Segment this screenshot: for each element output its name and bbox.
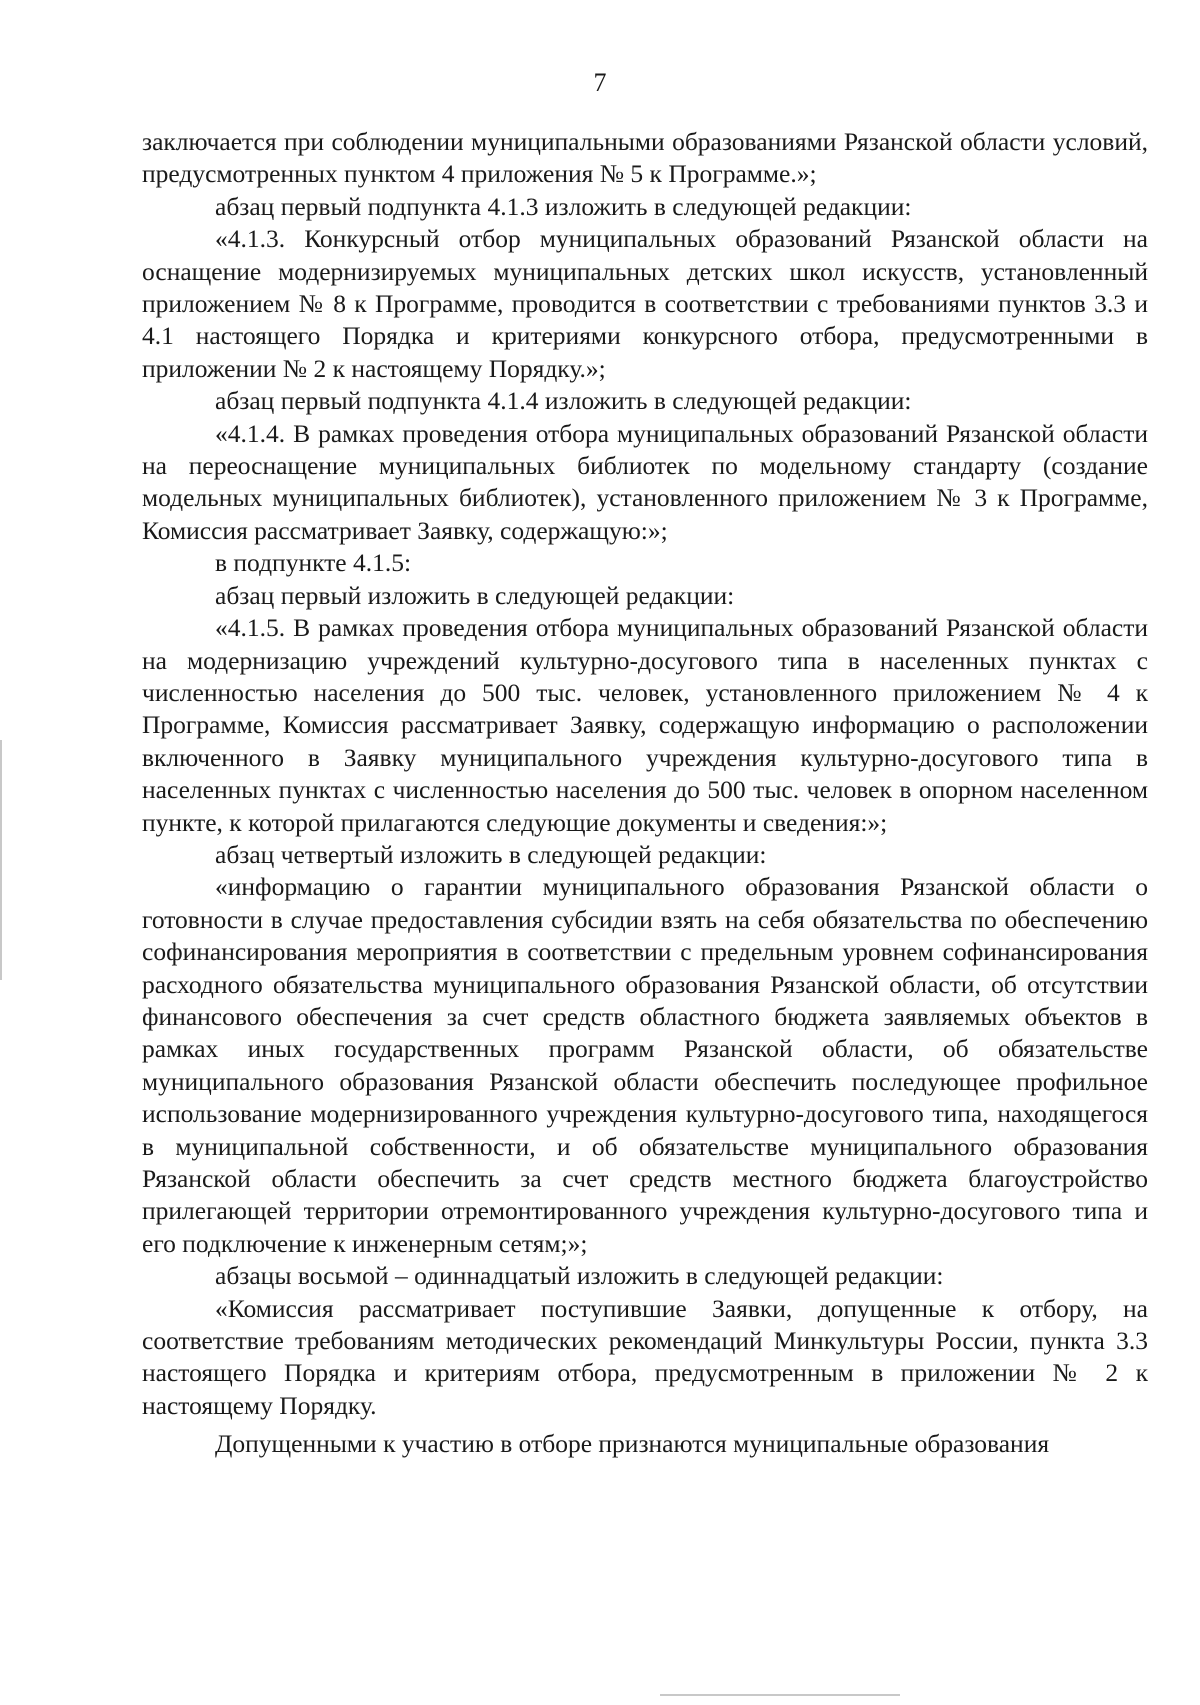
paragraph: заключается при соблюдении муниципальными образованиями Рязанской области условий, предусмотренных пунктом 4 приложения № 5 к Программе.»; [142, 127, 1148, 189]
paragraph: «4.1.3. Конкурсный отбор муниципальных образований Рязанской области на оснащение модернизируемых муниципальных детских школ искусств, установленный приложением № 8 к Программе, проводится в соответствии с требованиями пунктов 3.3 и 4.1 настоящего Порядка и критериями конкурсного отбора, предусмотренными в приложении № 2 к настоящему Порядку.»; [142, 224, 1148, 383]
paragraph: абзац первый изложить в следующей редакции: [215, 580, 735, 610]
paragraph: «4.1.5. В рамках проведения отбора муниципальных образований Рязанской области на модернизацию учреждений культурно-досугового типа в населенных пунктах с численностью населения до 500 тыс. человек, установленного приложением № 4 к Программе, Комиссия рассматривает Заявку, содержащую информацию о расположении включенного в Заявку муниципального учреждения культурно-досугового типа в населенных пунктах с численностью населения до 500 тыс. человек в опорном населенном пункте, к которой прилагаются следующие документы и сведения:»; [142, 613, 1148, 837]
scan-edge-mark [0, 740, 2, 980]
document-body [142, 126, 1148, 1461]
paragraph: абзацы восьмой – одиннадцатый изложить в следующей редакции: [215, 1261, 944, 1291]
paragraph: Допущенными к участию в отборе признаются муниципальные образования [215, 1429, 1050, 1459]
paragraph: «4.1.4. В рамках проведения отбора муниципальных образований Рязанской области на переоснащение муниципальных библиотек по модельному стандарту (создание модельных муниципальных библиотек), установленного приложением № 3 к Программе, Комиссия рассматривает Заявку, содержащую:»; [142, 418, 1148, 545]
paragraph: абзац четвертый изложить в следующей редакции: [215, 839, 767, 869]
paragraph: «информацию о гарантии муниципального образования Рязанской области о готовности в случае предоставления субсидии взять на себя обязательства по обеспечению софинансирования мероприятия в соответствии с предельным уровнем софинансирования расходного обязательства муниципального образования Рязанской области, об отсутствии финансового обеспечения за счет средств областного бюджета заявляемых объектов в рамках иных государственных программ Рязанской области, об обязательстве муниципального образования Рязанской области обеспечить последующее профильное использование модернизированного учреждения культурно-досугового типа, находящегося в муниципальной собственности, и об обязательстве муниципального образования Рязанской области обеспечить за счет средств местного бюджета благоустройство прилегающей территории отремонтированного учреждения культурно-досугового типа и его подключение к инженерным сетям;»; [142, 872, 1148, 1258]
paragraph: абзац первый подпункта 4.1.4 изложить в следующей редакции: [215, 386, 912, 416]
paragraph: «Комиссия рассматривает поступившие Заявки, допущенные к отбору, на соответствие требованиям методических рекомендаций Минкультуры России, пункта 3.3 настоящего Порядка и критериям отбора, предусмотренным в приложении № 2 к настоящему Порядку. [142, 1293, 1148, 1420]
paragraph: в подпункте 4.1.5: [215, 548, 412, 578]
paragraph: абзац первый подпункта 4.1.3 изложить в следующей редакции: [215, 191, 912, 221]
scan-edge-mark [660, 1694, 900, 1696]
page-number: 7 [593, 68, 607, 97]
